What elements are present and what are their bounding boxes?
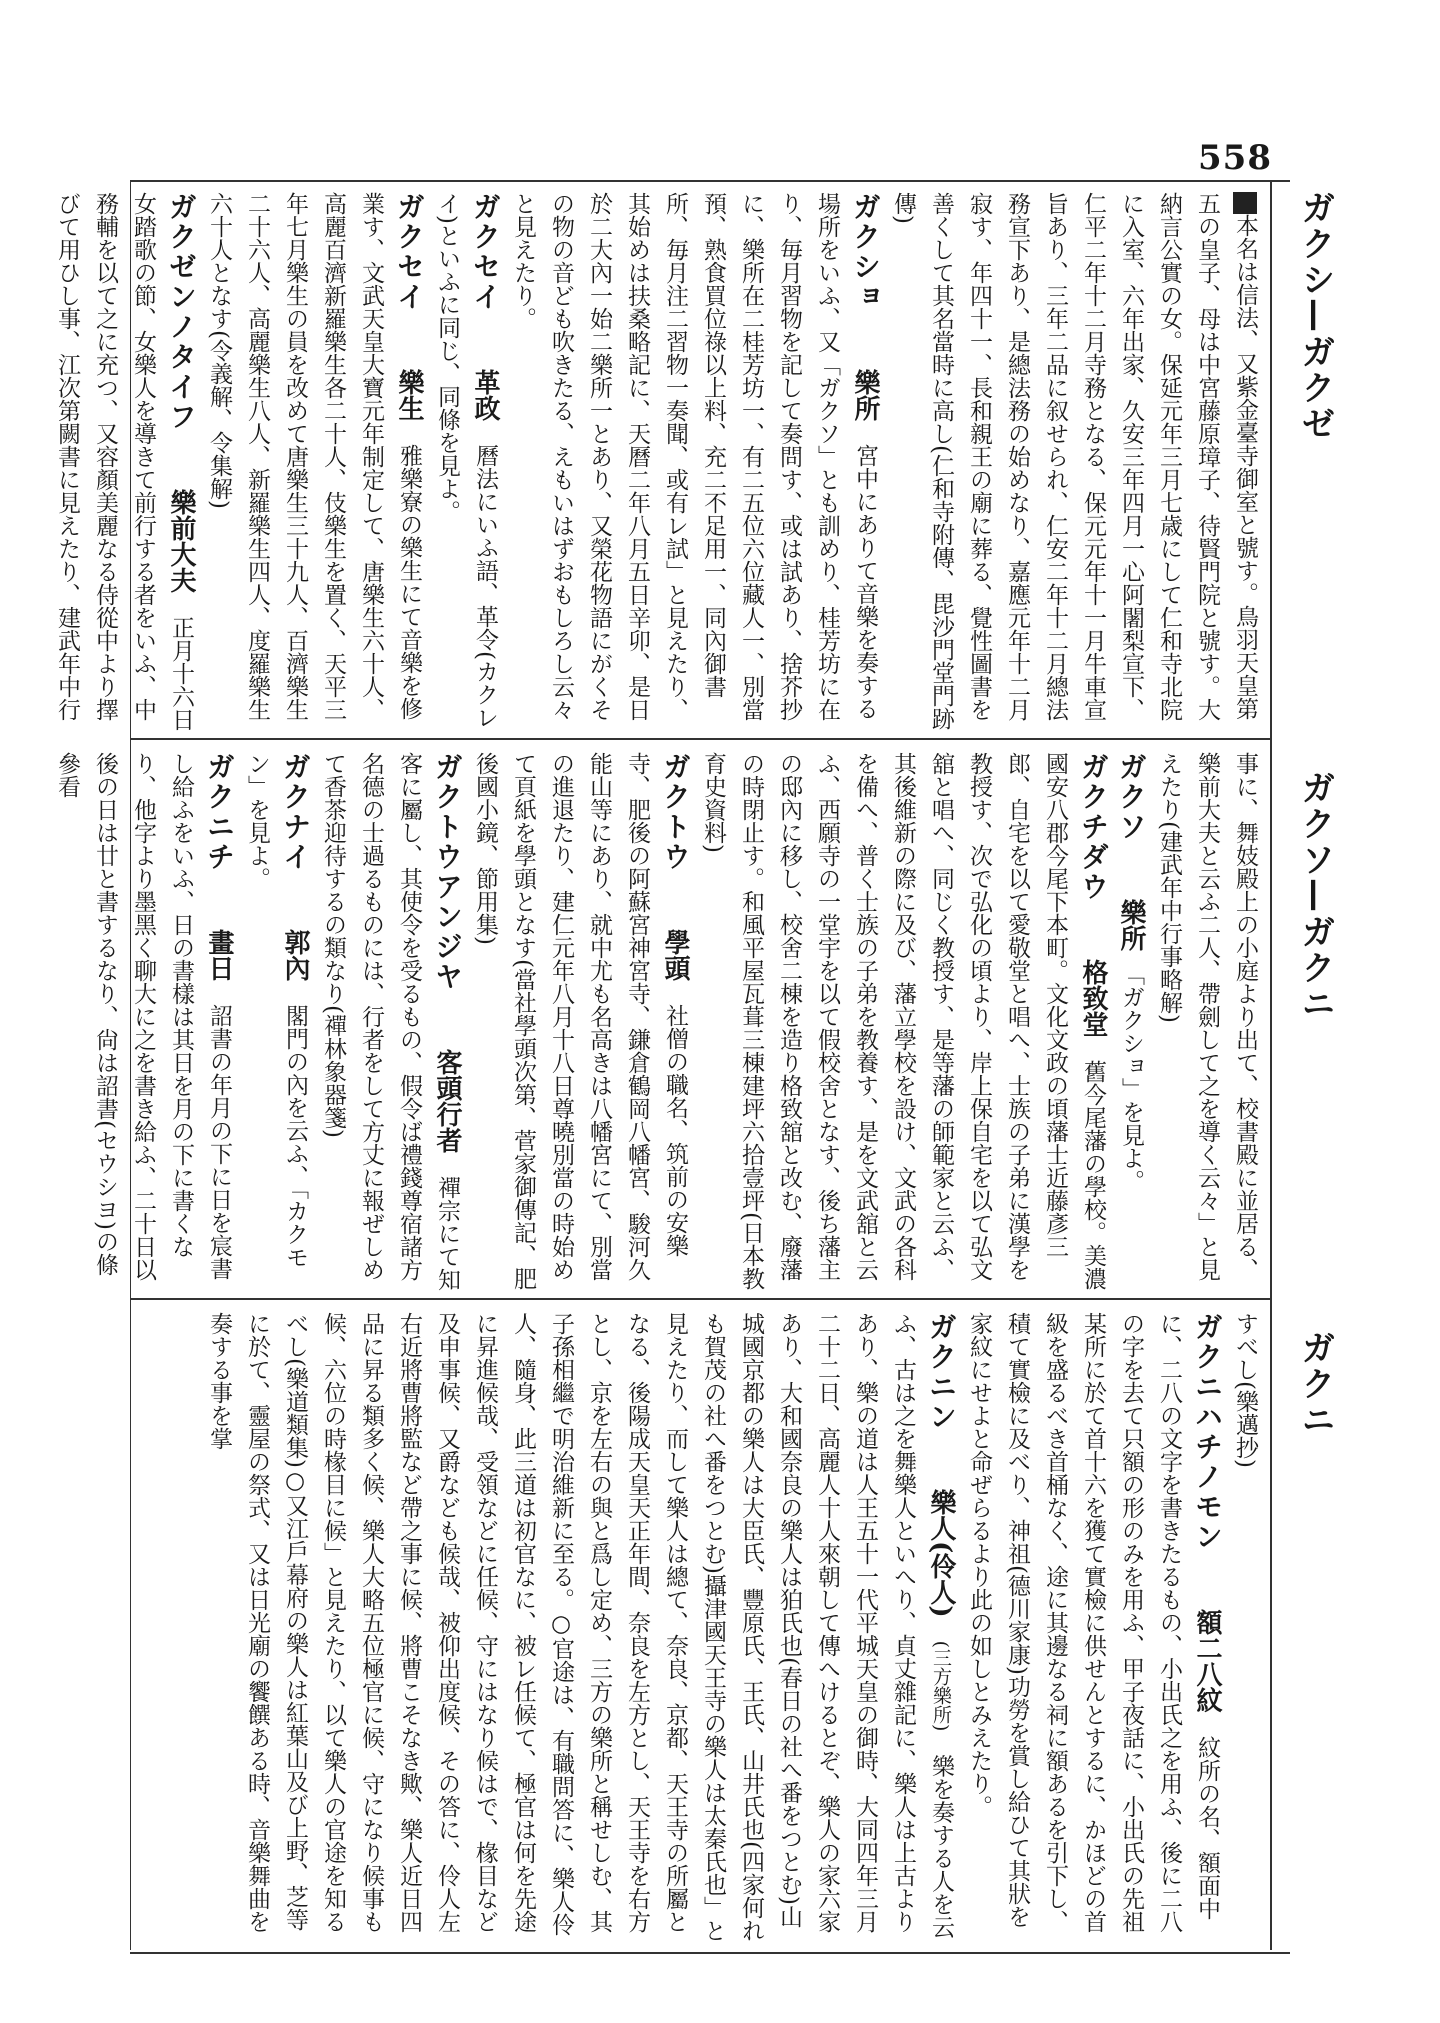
entry-text: 正月十六日女踏歌の節、女樂人を導きて前行する者をいふ、中務輔を以て之に充つ、又容顏美麗なる侍從中より擇びて用ひし事、江次第闕書に見えたり、建武年中行	[54, 192, 194, 731]
entry-text: 禪宗にて知客に屬し、其使令を受るもの、假令ば禮錢尊宿諸方名德の士過るものには、行者をして方丈に報ぜしめて香茶迎待するの類なり(禪林象器箋)	[320, 752, 460, 1291]
entry-heading: ガクセイ	[393, 192, 426, 312]
entry-heading: ガクトウ	[659, 752, 692, 872]
entry-text: 曆法にいふ語、革令(カクレイ)といふに同じ、同條を見よ。	[434, 192, 498, 729]
entry-text: 「ガクショ」を見よ。	[1118, 974, 1144, 1193]
dictionary-entry	[200, 1312, 960, 1942]
entry-text: 閣門の內を云ふ、「カクモン」を見よ。	[244, 752, 308, 1269]
dictionary-entry	[694, 752, 1112, 1292]
entry-heading: ガクゼンノタイフ	[165, 192, 198, 432]
section-divider	[131, 1298, 1270, 1300]
entry-text: 社僧の職名、筑前の安樂寺、肥後の阿蘇宮神宮寺、鎌倉鶴岡八幡宮、駿河久能山等にあり、就中尤も名高きは八幡宮にて、別當の進退たり、建仁元年八月十八日尊曉別當の時始めて頁紙を學頭となす(當社學頭次第、菅家御傳記、肥後國小鏡、節用集)	[472, 752, 688, 1290]
entry-text: 雅樂寮の樂生にて音樂を修業す、文武天皇大寶元年制定して、唐樂生六十人、高麗百濟新羅樂生各二十人、伎樂生を置く、天平三年七月樂生の員を改めて唐樂生三十九人、百濟樂生二十六人、高麗樂生八人、新羅樂生四人、度羅樂生六十人となす(令義解、令集解)	[206, 192, 422, 721]
dictionary-entry	[428, 192, 504, 732]
entry-continuation	[1150, 752, 1264, 1292]
entry-heading: ガクニチ	[203, 752, 236, 872]
entry-term: 客頭行者	[432, 1049, 462, 1153]
bottom-section	[140, 1312, 1264, 1942]
dictionary-entry	[200, 192, 428, 732]
entry-term: 樂前大夫	[166, 489, 196, 593]
entry-heading: ガクナイ	[279, 752, 312, 872]
dictionary-entry	[960, 1312, 1226, 1942]
page-number: 558	[1198, 138, 1272, 178]
middle-section	[54, 752, 1264, 1292]
dictionary-entry	[238, 752, 314, 1292]
entry-continuation	[884, 192, 1264, 732]
entry-text: 事に、舞妓殿上の小庭より出て、校書殿に並居る、樂前大夫と云ふ二人、帶劍して之を導く云々」と見えたり(建武年中行事略解)	[1156, 752, 1258, 1281]
entry-term: 樂所	[850, 369, 880, 421]
entry-text: すべし(樂邁抄)	[1232, 1312, 1258, 1468]
footnote-label: (三方樂所)	[930, 1640, 952, 1732]
entry-term: 額二八紋	[1192, 1609, 1222, 1713]
dictionary-entry	[504, 192, 884, 732]
entry-heading: ガクニン	[925, 1312, 958, 1432]
dictionary-entry	[48, 752, 238, 1292]
entry-term: 學頭	[660, 929, 690, 981]
entry-heading: ガクショ	[849, 192, 882, 312]
dictionary-entry	[1112, 752, 1150, 1292]
top-section	[54, 192, 1264, 732]
entry-term: 格致堂	[1078, 959, 1108, 1037]
entry-continuation	[1226, 1312, 1264, 1942]
dictionary-entry	[466, 752, 694, 1292]
entry-text: 宮中にありて音樂を奏する場所をいふ、又「ガクソ」とも訓めり、桂芳坊に在り、毎月習物を記して奏問す、或は試あり、捨芥抄に、樂所在二桂芳坊一、有二五位六位藏人一、別當預、熟食買位祿以上料、充二不足用一、同內御書所、毎月注二習物一奏聞、或有レ試」と見えたり、其始めは扶桑略記に、天曆二年八月五日辛卯、是日於二大內一始二樂所一とあり、又榮花物語にがくその物の音ども吹きたる、えもいはずおもしろし云々と見えたり。	[510, 192, 878, 721]
entry-term: 郭內	[280, 929, 310, 981]
entry-term: 畫日	[204, 929, 234, 981]
entry-heading: ガクトウアンジヤ	[431, 752, 464, 992]
running-head: ガクニ	[1295, 1330, 1335, 1438]
entry-heading: ガクセイ	[469, 192, 502, 312]
running-head: ガクソ—ガクニ	[1295, 770, 1335, 1022]
entry-text: 詔書の年月の下に日を宸書し給ふをいふ、日の書樣は其日を月の下に書くなり、他字より墨黑く聊大に之を書き給ふ、二十日以後の日は廿と書するなり、尙は詔書(セウシヨ)の條參看	[54, 752, 232, 1281]
entry-heading: ガクソ	[1115, 752, 1148, 842]
section-divider	[131, 738, 1270, 740]
dictionary-entry	[48, 192, 200, 732]
dictionary-entry	[314, 752, 466, 1292]
running-head: ガクシ—ガクゼ	[1295, 190, 1335, 442]
entry-term: 革政	[470, 369, 500, 421]
entry-text: 紋所の名、額面中に、二八の文字を書きたるもの、小出氏之を用ふ、後に二八の字を去て只額の形のみを用ふ、甲子夜話に、小出氏の先祖某所に於て首十六を獲て實檢に供せんとするに、かほどの首級を盛るべき首桶なく、途に其邊なる祠に額あるを引下し、積て實檢に及べり、神祖(德川家康)功勞を賞し給ひて其狀を家紋にせよと命ぜらるより此の如しとみえたり。	[966, 1312, 1220, 1933]
entry-term: 樂所	[1116, 899, 1146, 951]
entry-text: 舊今尾藩の學校。美濃國安八郡今尾下本町。文化文政の頃藩士近藤彥三郎、自宅を以て愛敬堂と唱へ、士族の子弟に漢學を教授す、次で弘化の頃より、岸上保自宅を以て弘文舘と唱へ、同じく教授す、是等藩の師範家と云ふ、其後維新の際に及び、藩立學校を設け、文武の各科を備へ、普く士族の子弟を教養す、是を文武舘と云ふ、西願寺の一堂宇を以て假校舍となす、後ち藩主の邸內に移し、校舍二棟を造り格致舘と改む、廢藩の時閉止す。和風平屋瓦葺三棟建坪六拾壹坪(日本教育史資料)	[700, 752, 1106, 1290]
entry-heading: ガクニハチノモン	[1191, 1312, 1224, 1552]
name-badge	[1233, 192, 1257, 214]
entry-term: 樂人(伶人)	[926, 1489, 956, 1618]
entry-text: 本名は信法、又紫金臺寺御室と號す。鳥羽天皇第五の皇子、母は中宮藤原璋子、待賢門院と號す。大納言公實の女。保延元年三月七歳にして仁和寺北院に入室、六年出家、久安三年四月一心阿闍梨宣下、仁平二年十二月寺務となる、保元元年十一月牛車宣旨あり、三年二品に叙せられ、仁安二年十二月總法務宣下あり、是總法務の始めなり、嘉應元年十二月寂す、年四十一、長和親王の廟に葬る、覺性圖書を善くして其名當時に高し(仁和寺附傳、毘沙門堂門跡傳)	[890, 192, 1258, 730]
entry-heading: ガクチダウ	[1077, 752, 1110, 902]
entry-term: 樂生	[394, 369, 424, 421]
right-rule	[1270, 180, 1272, 1950]
entry-text: 樂を奏する人を云ふ、古は之を舞樂人といへり、貞丈雜記に、樂人は上古よりあり、樂の道は人王五十一代平城天皇の御時、大同四年三月二十二日、高麗人十人來朝して傳へけるとぞ、樂人の家六家あり、大和國奈良の樂人は狛氏也(春日の社へ番をつとむ)山城國京都の樂人は大臣氏、豐原氏、王氏、山井氏也(四家何れも賀茂の社へ番をつとむ)攝津國天王寺の樂人は太秦氏也」と見えたり、而して樂人は總て、奈良、京都、天王寺の所屬となる、後陽成天皇天正年間、奈良を左方とし、天王寺を右方とし、京を左右の與と爲し定め、三方の樂所と稱せしむ、其子孫相繼で明治維新に至る。○官途は、有職問答に、樂人伶人、隨身、此三道は初官なに、被レ任候て、極官は何を先途に昇進候哉、受領などに任候、守にはなり候はで、椽目など及申事候、又爵なども候哉、被仰出度候、その答に、伶人左右近將曹將監など帶之事に候、將曹こそなき歟、樂人近日四品に昇る類多く候、樂人大略五位極官に候、守になり候事も候、六位の時椽目に候」と見えたり、以て樂人の官途を知るべし(樂道類集)○又江戶幕府の樂人は紅葉山及び上野、芝等に於て、靈屋の祭式、又は日光廟の饗饌ある時、音樂舞曲を奏する事を掌	[206, 1312, 954, 1942]
